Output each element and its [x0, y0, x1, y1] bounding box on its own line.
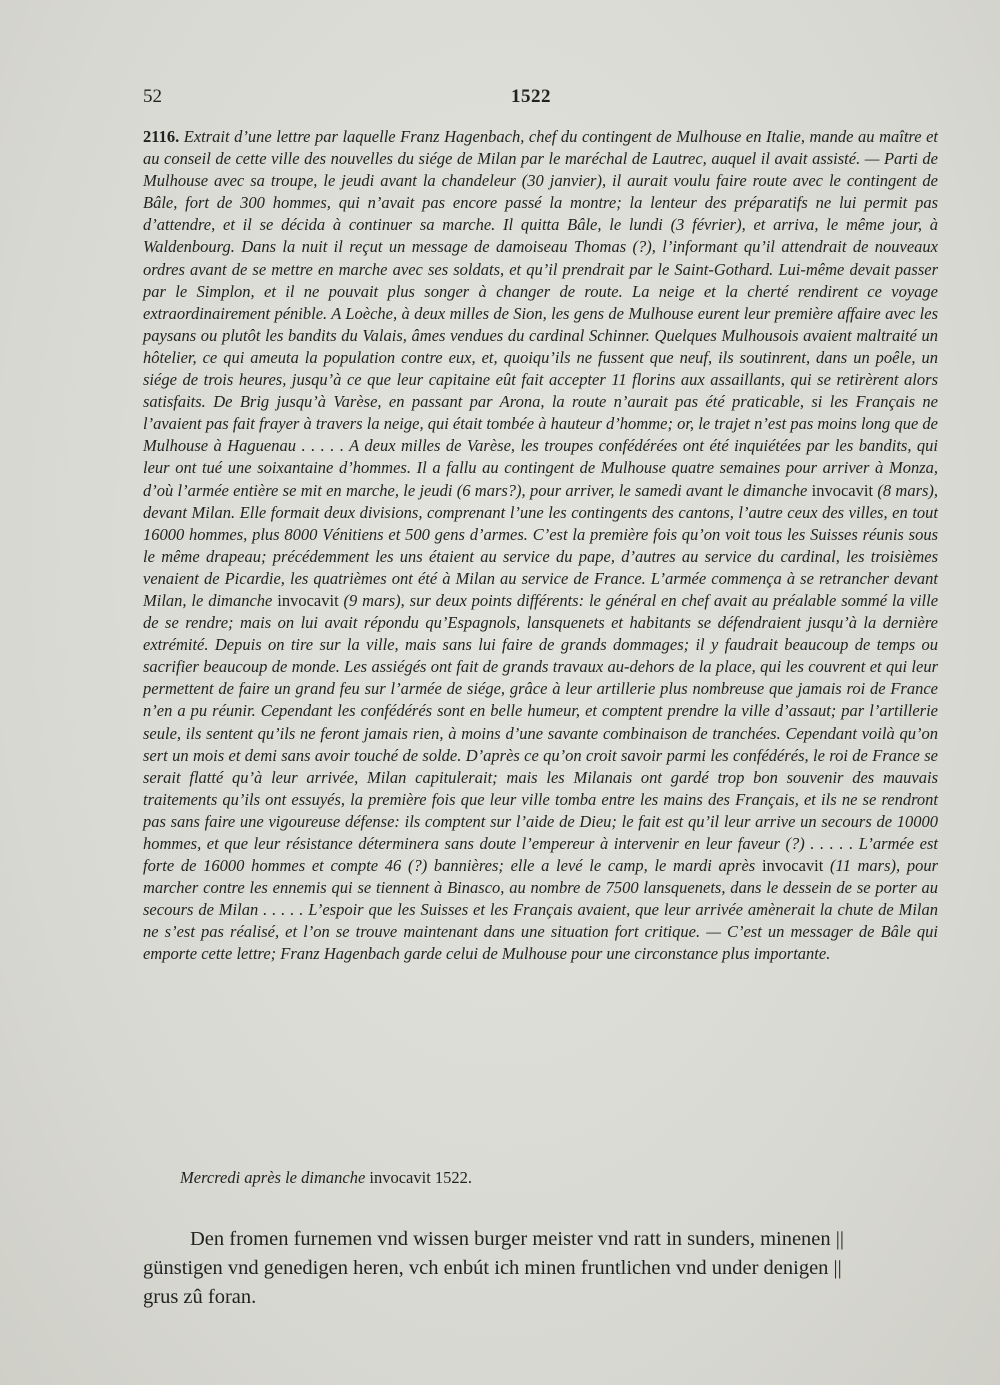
entry-text-part-3: (9 mars), sur deux points différents: le général en chef avait au préalable sommé la ville de se rendre; mais on lui avait répondu qu’Espagnols, lansquenets et habitants se défendraient jusqu’à la dernière extrémité. Depuis on tire sur la ville, mais sans lui faire de grands dommages; il y faudrait beaucoup de temps ou sacrifier beaucoup de monde. Les assiégés ont fait de grands travaux au-dehors de la place, qui les couvrent et qui leur permettent de faire un grand feu sur l’armée de siége, grâce à leur artillerie plus nombreuse que jamais roi de France n’en a pu réunir. Cependant les confédérés sont en belle humeur, et comptent prendre la ville d’assaut; par l’artillerie seule, ils sentent qu’ils ne feront jamais rien, à moins d’une savante combinaison de tranchées. Cependant voilà qu’on sert un mois et demi sans avoir touché de solde. D’après ce qu’on croit savoir parmi les confédérés, le roi de France se serait flatté qu’à leur arrivée, Milan capitulerait; mais les Milanais ont gardé trop bon souvenir des mauvais traitements qu’ils ont essuyés, la première fois que leur ville tomba entre les mains des Français, et ils ne se rendront pas sans faire une vigoureuse défense: ils comptent sur l’aide de Dieu; le fait est qu’il leur arrive un secours de 10000 hommes, et que leur résistance déterminera sans doute l’empereur à intervenir en leur faveur (?) . . . . . L’armée est forte de 16000 hommes et compte 46 (?) bannières; elle a levé le camp, le mardi après: [143, 590, 939, 876]
page-number: 52: [143, 86, 162, 107]
entry-text-part-2: (8 mars), devant Milan. Elle formait deux divisions, comprenant l’une les contingents des cantons, l’autre ceux des villes, en tout 16000 hommes, plus 8000 Vénitiens et 500 gens d’armes. C’est la première fois qu’on voit tous les Suisses réunis sous le même drapeau; précédemment les uns étaient au service du pape, d’autres au service du cardinal, les troisièmes venaient de Picardie, les quatrièmes ont été à Milan au service de France. L’armée commença à se retrancher devant Milan, le dimanche: [143, 480, 939, 610]
invocavit-term: invocavit: [277, 590, 339, 610]
invocavit-term: invocavit: [811, 480, 874, 500]
entry-date-line: [180, 1168, 880, 1188]
entry-text-part-4: (11 mars), pour marcher contre les ennemis qui se tiennent à Binasco, au nombre de 7500 lansquenets, dans le dessein de se porter au secours de Milan . . . . . L’espoir que les Suisses et les Français avaient, que leur arrivée amènerait la chute de Milan ne s’est pas réalisé, et l’on se trouve maintenant dans une situation fort critique. — C’est un messager de Bâle qui emporte cette lettre; Franz Hagenbach garde celui de Mulhouse pour une circonstance plus importante.: [143, 856, 939, 964]
entry-number: 2116.: [143, 127, 180, 146]
entry-summary: Extrait d’une lettre par laquelle Franz Hagenbach, chef du contingent de Mulhouse en Italie, mande au maître et au conseil de cette ville des nouvelles du siége de Milan par le maréchal de Lautrec, auquel il avait assisté. — Parti de Mulhouse avec sa troupe, le jeudi avant la chandeleur (30 janvier), il aurait voulu faire route avec le contingent de Bâle, fort de 300 hommes, qui n’avait pas encore passé la montre; la lenteur des préparatifs ne lui permit pas d’attendre, et il se décida à continuer sa marche. Il quitta Bâle, le lundi (3 février), et arriva, le même jour, à Waldenbourg. Dans la nuit il reçut un message de damoiseau Thomas (?), l’informant qu’il attendrait de nouveaux ordres avant de se mettre en marche avec ses soldats, et qu’il prendrait par le Saint-Gothard. Lui-même devait passer par le Simplon, et il ne pouvait plus songer à changer de route. La neige et la cherté rendirent ce voyage extraordinairement pénible. A Loèche, à deux milles de Sion, les gens de Mulhouse eurent leur première affaire avec les paysans ou plutôt les bandits du Valais, âmes vendues du cardinal Schinner. Quelques Mulhousois avaient maltraité un hôtelier, ce qui ameuta la population contre eux, et, quoiqu’ils ne fussent que neuf, ils soutinrent, dans un poêle, un siége de trois heures, jusqu’à ce que leur capitaine eût fait accepter 11 florins aux assaillants, qui se retirèrent alors satisfaits. De Brig jusqu’à Varèse, en passant par Arona, la route n’aurait pas été praticable, si les Français ne l’avaient pas fait frayer à travers la neige, qui était tombée à hauteur d’homme; or, le trajet n’est pas moins long que de Mulhouse à Haguenau . . . . . A deux milles de Varèse, les troupes confédérées ont été inquiétées par les bandits, qui leur ont tué une soixantaine d’hommes. Il a fallu au contingent de Mulhouse quatre semaines pour arriver à Monza, d’où l’armée entière se mit en marche, le jeudi (6 mars?), pour arriver, le samedi avant le dimanche: [143, 127, 938, 500]
page-header: [143, 86, 933, 116]
entry-paragraph: [143, 126, 938, 966]
letter-line-2: günstigen vnd genedigen heren, vch enbút ich minen fruntlichen vnd under denigen ||: [143, 1257, 842, 1279]
date-line-text: Mercredi après le dimanche: [180, 1168, 366, 1187]
invocavit-term: invocavit: [761, 856, 824, 876]
letter-line-3: grus zû foran.: [143, 1286, 257, 1308]
running-year-title: 1522: [511, 86, 551, 107]
date-line-invocavit: invocavit 1522.: [369, 1168, 473, 1187]
letter-text: [143, 1225, 953, 1312]
letter-line-1: Den fromen furnemen vnd wissen burger meister vnd ratt in sunders, minenen ||: [190, 1228, 844, 1250]
